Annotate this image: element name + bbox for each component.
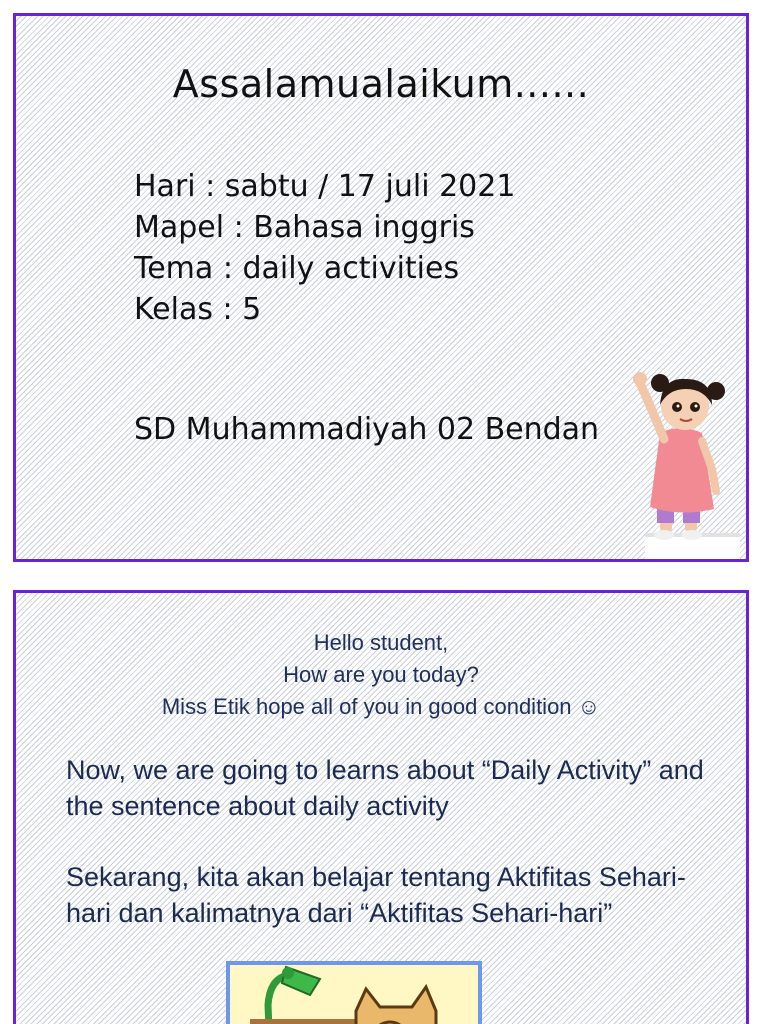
greeting-line-2: How are you today? [283, 662, 479, 687]
paragraph-english: Now, we are going to learns about “Daily Activity” and the sentence about daily activity [66, 755, 704, 821]
info-subject: Mapel : Bahasa inggris [134, 210, 475, 245]
girl-shoe-left [654, 530, 674, 540]
clipart-image [226, 961, 482, 1024]
slide-title: Assalamualaikum...... [172, 62, 590, 106]
girl-pigtail-right [707, 382, 725, 400]
slide-1 [13, 13, 749, 562]
lesson-info [134, 166, 515, 330]
girl-shoe-right [682, 530, 702, 540]
info-class: Kelas : 5 [134, 292, 262, 327]
lamp-joint [282, 967, 294, 979]
cartoon-girl-image [630, 361, 740, 561]
school-name: SD Muhammadiyah 02 Bendan [134, 412, 600, 447]
info-theme: Tema : daily activities [134, 251, 460, 286]
info-day: Hari : sabtu / 17 juli 2021 [134, 169, 516, 204]
paragraph-indonesian: Sekarang, kita akan belajar tentang Aktifitas Sehari-hari dan kalimatnya dari “Aktifitas Sehari-hari” [66, 862, 686, 928]
cat-head [356, 987, 436, 1024]
girl-eye-shine-right [695, 405, 698, 408]
desk-top [250, 1019, 360, 1024]
girl-hand [633, 372, 647, 386]
greeting-line-3: Miss Etik hope all of you in good condition ☺ [161, 694, 601, 719]
girl-pigtail-left [651, 374, 669, 392]
greeting-line-1: Hello student, [313, 630, 449, 655]
slide-2 [13, 590, 749, 1024]
greeting-block [16, 627, 746, 723]
lamp-cat-clipart-graphic [230, 965, 478, 1024]
girl-eye-shine-left [677, 405, 680, 408]
